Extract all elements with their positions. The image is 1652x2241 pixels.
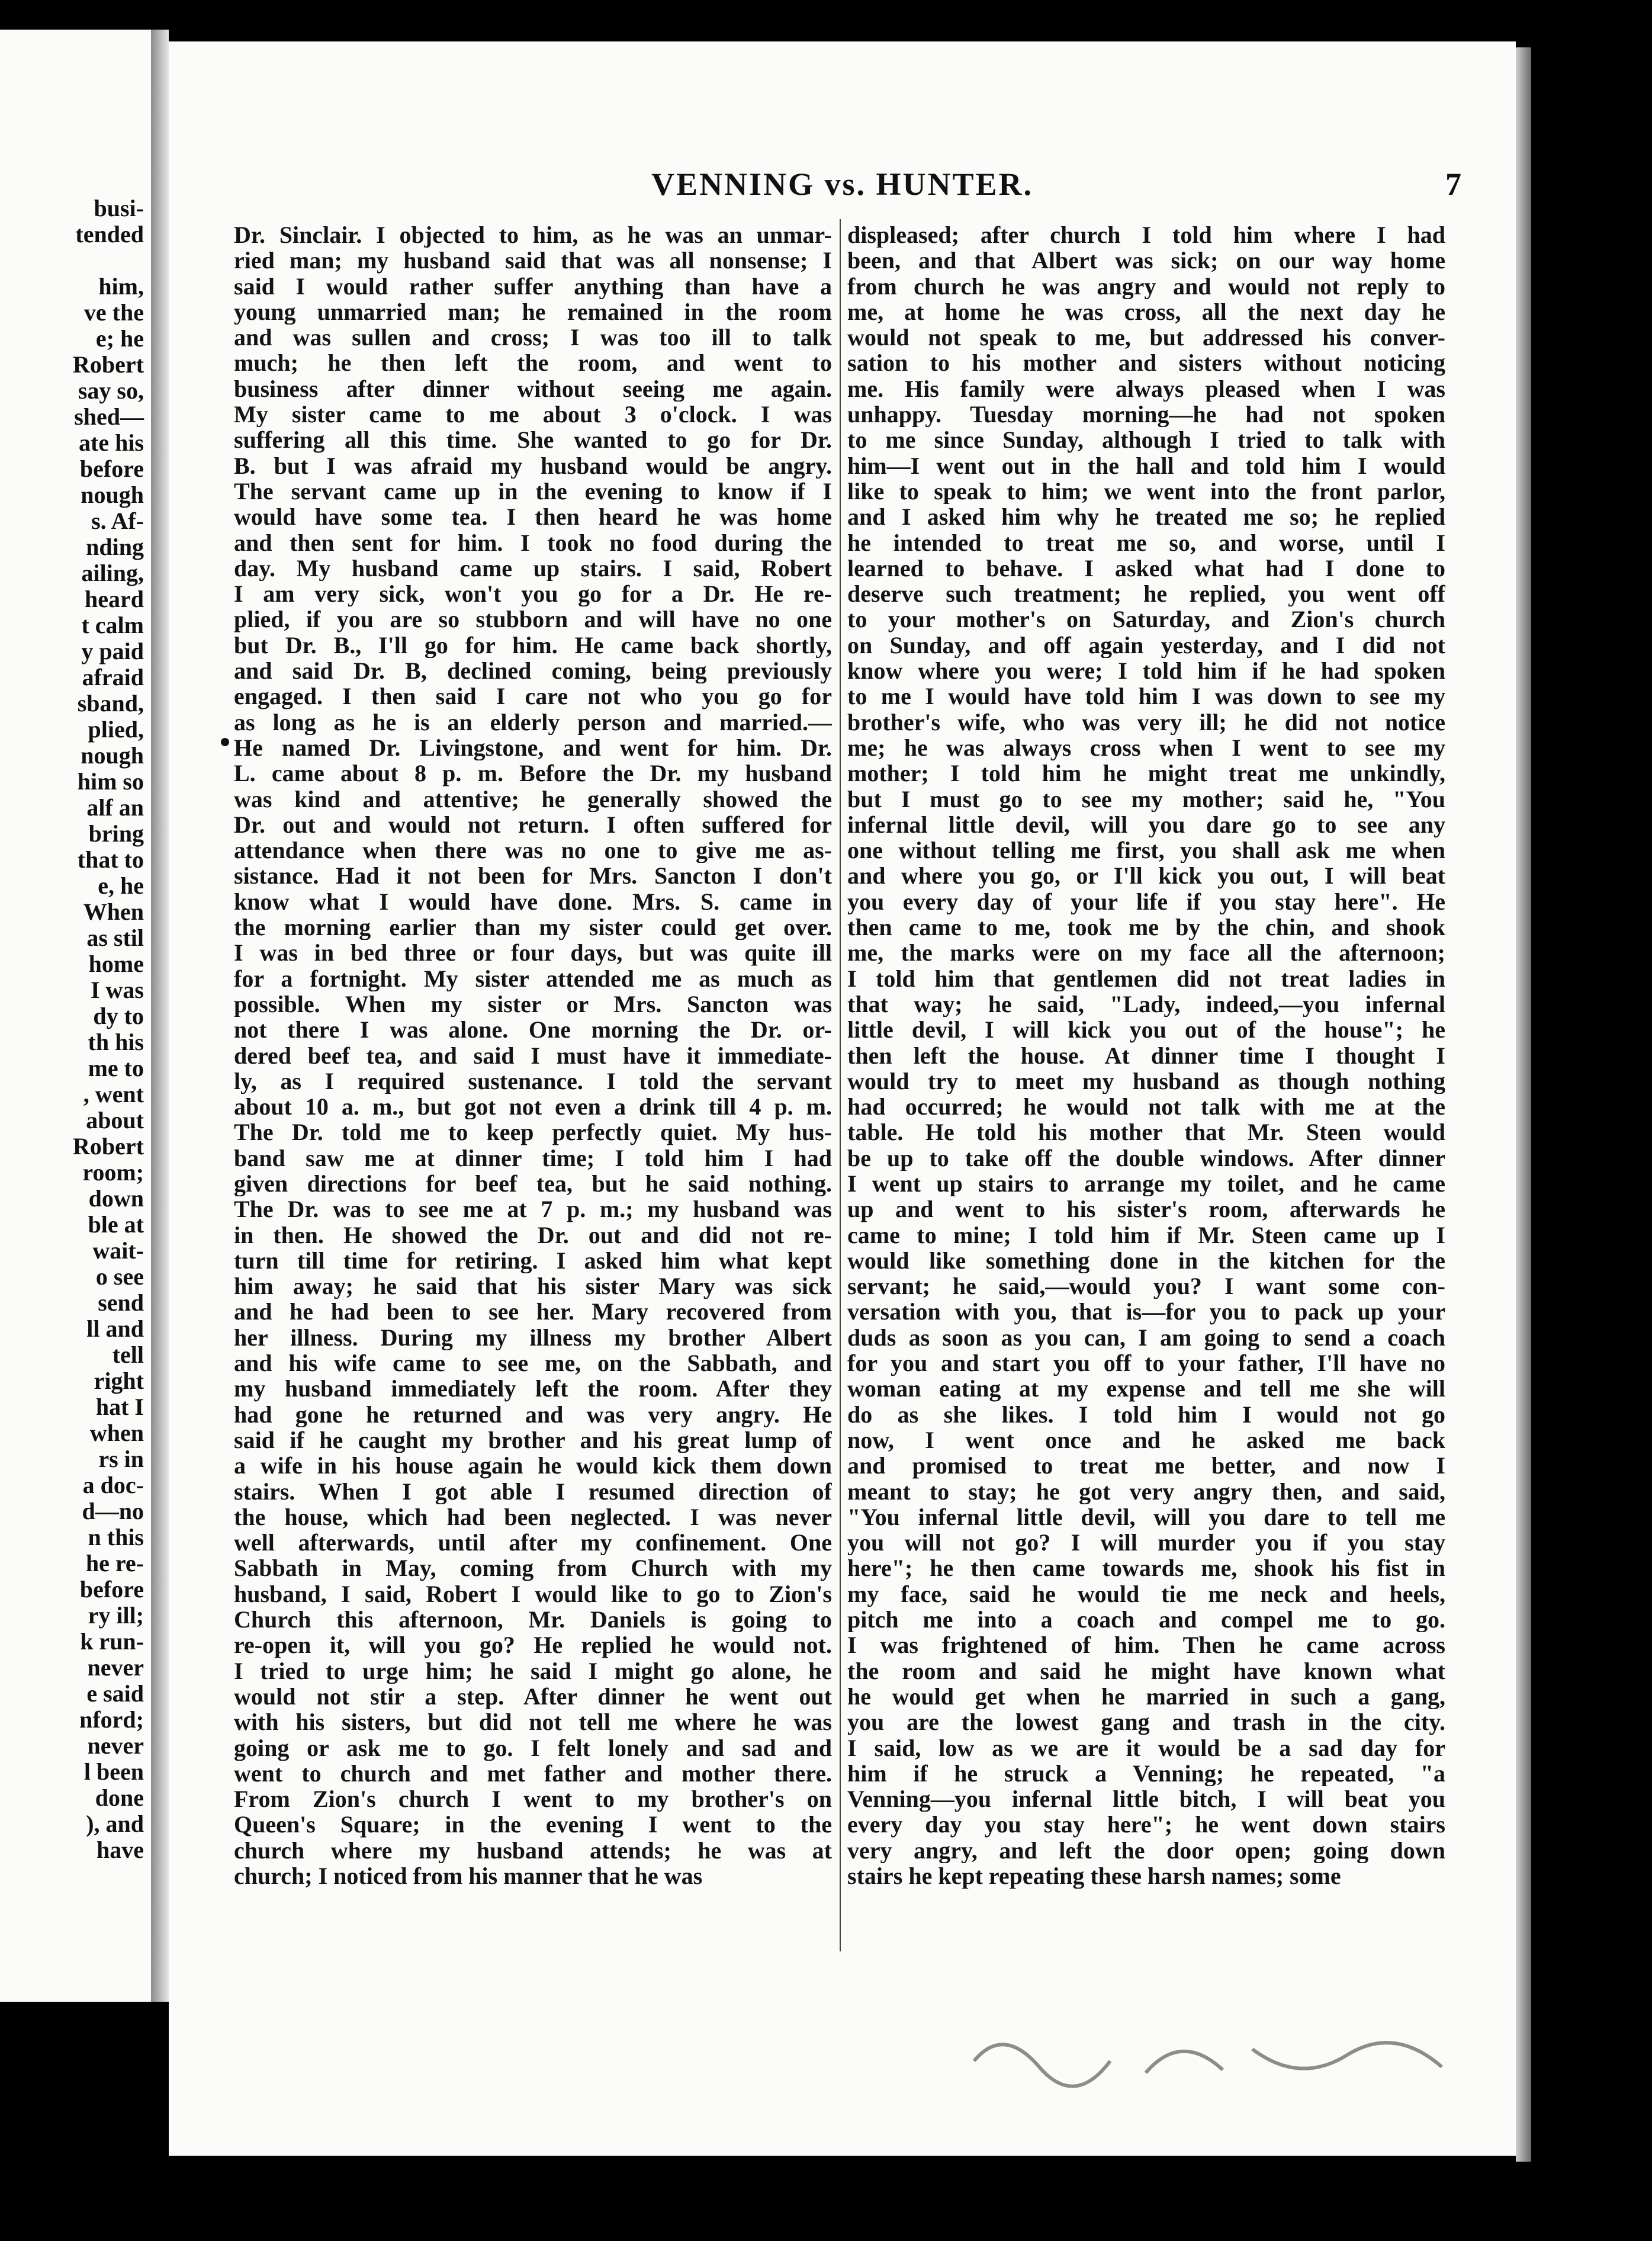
text-line: L. came about 8 p. m. Before the Dr. my husband: [234, 760, 832, 786]
fragment-line: When: [83, 898, 144, 925]
text-line: The Dr. was to see me at 7 p. m.; my husband was: [234, 1196, 832, 1222]
text-line: as long as he is an elderly person and married.—: [234, 709, 832, 735]
text-line: Dr. Sinclair. I objected to him, as he was an unmar-: [234, 222, 832, 248]
fragment-line: right: [94, 1367, 144, 1394]
text-line: with his sisters, but did not tell me where he was: [234, 1709, 832, 1735]
fragment-line: hat I: [95, 1394, 144, 1420]
text-line: me; he was always cross when I went to see my: [847, 734, 1445, 761]
text-line: the house, which had been neglected. I was never: [234, 1504, 832, 1530]
fragment-line: alf an: [86, 794, 144, 821]
fragment-line: d—no: [82, 1498, 144, 1524]
fragment-line: , went: [83, 1081, 144, 1107]
fragment-line: e, he: [98, 872, 144, 899]
fragment-line: ry ill;: [88, 1602, 144, 1629]
text-line: The Dr. told me to keep perfectly quiet. My hus-: [234, 1119, 832, 1145]
fragment-line: o see: [95, 1263, 144, 1290]
text-line: my face, said he would tie me neck and heels,: [847, 1581, 1445, 1607]
fragment-line: ll and: [86, 1315, 144, 1342]
fragment-line: plied,: [88, 716, 144, 743]
text-line: would not stir a step. After dinner he went out: [234, 1683, 832, 1710]
text-line: like to speak to him; we went into the front parlor,: [847, 478, 1445, 505]
text-line: My sister came to me about 3 o'clock. I was: [234, 402, 832, 428]
text-line: attendance when there was no one to give me as-: [234, 837, 832, 863]
text-line: know where you were; I told him if he had spoken: [847, 658, 1445, 684]
text-line: but Dr. B., I'll go for him. He came back shortly,: [234, 632, 832, 659]
text-line: given directions for beef tea, but he said nothing.: [234, 1170, 832, 1197]
fragment-line: when: [89, 1420, 144, 1446]
text-line: "You infernal little devil, will you dare to tell me: [847, 1504, 1445, 1530]
fragment-line: th his: [88, 1029, 144, 1055]
fragment-line: e; he: [95, 325, 144, 352]
text-line: displeased; after church I told him where I had: [847, 222, 1445, 248]
text-line: Church this afternoon, Mr. Daniels is going to: [234, 1607, 832, 1633]
fragment-line: nough: [81, 742, 144, 769]
fragment-line: before: [79, 455, 144, 482]
fragment-line: never: [87, 1654, 144, 1681]
text-line: but I must go to see my mother; said he, "You: [847, 786, 1445, 812]
fragment-line: y paid: [81, 638, 144, 664]
fragment-line: sband,: [77, 690, 144, 717]
text-line: He named Dr. Livingstone, and went for him. Dr.: [234, 734, 832, 761]
text-line: stairs. When I got able I resumed direction of: [234, 1478, 832, 1504]
text-line: meant to stay; he got very angry then, and said,: [847, 1478, 1445, 1504]
fragment-line: I was: [90, 977, 144, 1003]
text-line: the room and said he might have known what: [847, 1658, 1445, 1684]
text-line: little devil, I will kick you out of the house"; he: [847, 1017, 1445, 1043]
left-page-fragment: [0, 30, 151, 2002]
fragment-line: shed—: [74, 403, 144, 430]
text-line: be up to take off the double windows. After dinner: [847, 1145, 1445, 1171]
text-line: I am very sick, won't you go for a Dr. He re-: [234, 581, 832, 607]
text-line: dered beef tea, and said I must have it immediate-: [234, 1042, 832, 1068]
fragment-line: heard: [85, 586, 144, 612]
text-line: every day you stay here"; he went down stairs: [847, 1812, 1445, 1838]
text-line: and promised to treat me better, and now I: [847, 1453, 1445, 1479]
text-line: that way; he said, "Lady, indeed,—you infernal: [847, 991, 1445, 1017]
text-line: Queen's Square; in the evening I went to the: [234, 1812, 832, 1838]
text-line: sation to his mother and sisters without noticing: [847, 350, 1445, 376]
text-line: know what I would have done. Mrs. S. came in: [234, 888, 832, 915]
fragment-line: down: [88, 1185, 144, 1212]
text-line: and then sent for him. I took no food during the: [234, 529, 832, 556]
text-line: plied, if you are so stubborn and will have no one: [234, 606, 832, 633]
text-line: said if he caught my brother and his great lump of: [234, 1427, 832, 1453]
text-line: unhappy. Tuesday morning—he had not spoken: [847, 402, 1445, 428]
text-line: duds as soon as you can, I am going to send a coach: [847, 1324, 1445, 1351]
text-line: From Zion's church I went to my brother's on: [234, 1786, 832, 1812]
fragment-line: about: [86, 1107, 144, 1134]
text-line: well afterwards, until after my confinement. One: [234, 1530, 832, 1556]
fragment-line: as stil: [86, 924, 144, 951]
text-line: to me I would have told him I was down to see my: [847, 683, 1445, 709]
text-line: and said Dr. B, declined coming, being previously: [234, 658, 832, 684]
fragment-line: tell: [112, 1341, 144, 1368]
text-line: Dr. out and would not return. I often suffered for: [234, 811, 832, 838]
text-line: I was in bed three or four days, but was quite ill: [234, 940, 832, 966]
fragment-line: send: [98, 1289, 144, 1316]
text-line: possible. When my sister or Mrs. Sancton was: [234, 991, 832, 1017]
text-line: he intended to treat me so, and worse, until I: [847, 529, 1445, 556]
text-line: young unmarried man; he remained in the room: [234, 298, 832, 325]
fragment-line: l been: [83, 1758, 144, 1785]
text-line: husband, I said, Robert I would like to go to Zion's: [234, 1581, 832, 1607]
fragment-line: wait-: [92, 1237, 144, 1264]
text-line: turn till time for retiring. I asked him what kept: [234, 1247, 832, 1274]
text-line: very angry, and left the door open; going down: [847, 1837, 1445, 1863]
text-line: day. My husband came up stairs. I said, Robert: [234, 555, 832, 582]
book-gutter: [151, 30, 169, 2002]
text-line: woman eating at my expense and tell me she will: [847, 1376, 1445, 1402]
text-line: he would get when he married in such a gang,: [847, 1683, 1445, 1710]
text-line: me, the marks were on my face all the afternoon;: [847, 940, 1445, 966]
text-line: do as she likes. I told him I would not go: [847, 1401, 1445, 1427]
fragment-line: k run-: [80, 1628, 144, 1655]
fragment-line: ate his: [79, 429, 144, 456]
text-line: would not speak to me, but addressed his conver-: [847, 325, 1445, 351]
text-line: ried man; my husband said that was all nonsense; I: [234, 248, 832, 274]
fragment-line: Robert: [73, 351, 144, 378]
text-line: deserve such treatment; he replied, you went off: [847, 581, 1445, 607]
fragment-line: tended: [75, 221, 144, 248]
text-line: ly, as I required sustenance. I told the servant: [234, 1068, 832, 1094]
text-line: suffering all this time. She wanted to go for Dr.: [234, 427, 832, 453]
fragment-line: nford;: [79, 1706, 144, 1733]
text-line: said I would rather suffer anything than have a: [234, 273, 832, 299]
fragment-line: rs in: [98, 1446, 144, 1472]
fragment-line: s. Af-: [91, 508, 144, 534]
text-line: business after dinner without seeing me again.: [234, 375, 832, 402]
text-line: up and went to his sister's room, afterwards he: [847, 1196, 1445, 1222]
text-line: servant; he said,—would you? I want some con-: [847, 1273, 1445, 1299]
fragment-line: room;: [82, 1159, 144, 1186]
text-line: B. but I was afraid my husband would be angry.: [234, 452, 832, 479]
fragment-line: t calm: [81, 612, 144, 638]
fragment-line: Robert: [73, 1133, 144, 1160]
text-line: I went up stairs to arrange my toilet, and he came: [847, 1170, 1445, 1197]
column-divider: [840, 219, 841, 1951]
left-column: [234, 222, 832, 1889]
page-number: 7: [1445, 166, 1461, 202]
text-line: had gone he returned and was very angry. He: [234, 1401, 832, 1427]
text-line: her illness. During my illness my brother Albert: [234, 1324, 832, 1351]
text-line: to your mother's on Saturday, and Zion's church: [847, 606, 1445, 633]
text-line: I said, low as we are it would be a sad day for: [847, 1735, 1445, 1761]
fragment-line: ailing,: [81, 560, 144, 586]
fragment-line: done: [95, 1784, 144, 1811]
page-edge: [1516, 47, 1531, 2162]
margin-mark: [221, 738, 229, 746]
running-head: VENNING vs. HUNTER.: [651, 166, 1034, 202]
text-line: Venning—you infernal little bitch, I will beat you: [847, 1786, 1445, 1812]
text-line: you will not go? I will murder you if you stay: [847, 1530, 1445, 1556]
fragment-line: him,: [98, 273, 144, 300]
text-line: and his wife came to see me, on the Sabbath, and: [234, 1350, 832, 1376]
text-line: on Sunday, and off again yesterday, and I did not: [847, 632, 1445, 659]
text-line: the morning earlier than my sister could get over.: [234, 914, 832, 940]
fragment-line: busi-: [94, 195, 144, 221]
fragment-line: bring: [88, 820, 144, 847]
text-line: re-open it, will you go? He replied he would not.: [234, 1632, 832, 1658]
text-line: been, and that Albert was sick; on our way home: [847, 248, 1445, 274]
text-line: here"; he then came towards me, shook his fist in: [847, 1555, 1445, 1581]
text-line: learned to behave. I asked what had I done to: [847, 555, 1445, 582]
text-line: going or ask me to go. I felt lonely and sad and: [234, 1735, 832, 1761]
text-line: much; he then left the room, and went to: [234, 350, 832, 376]
text-line: had occurred; he would not talk with me at the: [847, 1094, 1445, 1120]
text-line: then left the house. At dinner time I thought I: [847, 1042, 1445, 1068]
text-line: me, at home he was cross, all the next day he: [847, 298, 1445, 325]
text-line: for a fortnight. My sister attended me as much as: [234, 965, 832, 991]
fragment-line: have: [97, 1837, 144, 1863]
text-line: came to mine; I told him if Mr. Steen came up I: [847, 1222, 1445, 1248]
text-line: mother; I told him he might treat me unkindly,: [847, 760, 1445, 786]
fragment-line: before: [79, 1576, 144, 1603]
text-line: about 10 a. m., but got not even a drink till 4 p. m.: [234, 1094, 832, 1120]
text-line: one without telling me first, you shall ask me when: [847, 837, 1445, 863]
fragment-line: say so,: [78, 377, 144, 404]
text-line: table. He told his mother that Mr. Steen would: [847, 1119, 1445, 1145]
text-line: went to church and met father and mother there.: [234, 1760, 832, 1787]
fragment-line: that to: [77, 846, 144, 873]
text-line: and I asked him why he treated me so; he replied: [847, 504, 1445, 530]
text-line: would like something done in the kitchen for the: [847, 1247, 1445, 1274]
text-line: then came to me, took me by the chin, and shook: [847, 914, 1445, 940]
fragment-line: dy to: [93, 1003, 144, 1029]
text-line: would have some tea. I then heard he was home: [234, 504, 832, 530]
text-line: my husband immediately left the room. After they: [234, 1376, 832, 1402]
text-line: engaged. I then said I care not who you go for: [234, 683, 832, 709]
text-line: from church he was angry and would not reply to: [847, 273, 1445, 299]
text-line: him away; he said that his sister Mary was sick: [234, 1273, 832, 1299]
text-line: in then. He showed the Dr. out and did not re-: [234, 1222, 832, 1248]
text-line: pitch me into a coach and compel me to go.: [847, 1607, 1445, 1633]
text-line: I tried to urge him; he said I might go alone, he: [234, 1658, 832, 1684]
text-line: not there I was alone. One morning the Dr. or-: [234, 1017, 832, 1043]
fragment-line: ve the: [83, 299, 144, 326]
fragment-line: him so: [77, 768, 144, 795]
text-line: stairs he kept repeating these harsh names; some: [847, 1863, 1341, 1889]
text-line: me. His family were always pleased when I was: [847, 375, 1445, 402]
text-line: I was frightened of him. Then he came across: [847, 1632, 1445, 1658]
text-line: The servant came up in the evening to know if I: [234, 478, 832, 505]
right-column: [847, 222, 1445, 1889]
text-line: and he had been to see her. Mary recovered from: [234, 1299, 832, 1325]
fragment-line: me to: [88, 1055, 144, 1081]
text-line: sistance. Had it not been for Mrs. Sancton I don't: [234, 863, 832, 889]
fragment-line: e said: [86, 1680, 144, 1707]
fragment-line: a doc-: [82, 1472, 144, 1498]
fragment-line: afraid: [82, 664, 144, 691]
text-line: church; I noticed from his manner that he was: [234, 1863, 703, 1889]
text-line: would try to meet my husband as though nothing: [847, 1068, 1445, 1094]
text-line: Sabbath in May, coming from Church with my: [234, 1555, 832, 1581]
fragment-line: he re-: [85, 1550, 144, 1577]
text-line: him—I went out in the hall and told him I would: [847, 452, 1445, 479]
text-line: versation with you, that is—for you to pack up your: [847, 1299, 1445, 1325]
fragment-line: ), and: [86, 1810, 144, 1837]
fragment-line: n this: [88, 1524, 144, 1550]
text-line: now, I went once and he asked me back: [847, 1427, 1445, 1453]
fragment-line: never: [87, 1732, 144, 1759]
text-line: and where you go, or I'll kick you out, I will beat: [847, 863, 1445, 889]
text-line: I told him that gentlemen did not treat ladies in: [847, 965, 1445, 991]
fragment-line: nough: [81, 481, 144, 508]
bottom-show-through: [968, 2014, 1501, 2096]
text-line: church where my husband attends; he was at: [234, 1837, 832, 1863]
text-line: brother's wife, who was very ill; he did not notice: [847, 709, 1445, 735]
text-line: and was sullen and cross; I was too ill to talk: [234, 325, 832, 351]
text-line: you every day of your life if you stay here". He: [847, 888, 1445, 915]
text-line: band saw me at dinner time; I told him I had: [234, 1145, 832, 1171]
fragment-line: home: [88, 951, 144, 977]
text-line: infernal little devil, will you dare go to see any: [847, 811, 1445, 838]
text-line: was kind and attentive; he generally showed the: [234, 786, 832, 812]
text-line: to me since Sunday, although I tried to talk with: [847, 427, 1445, 453]
document-page: [169, 41, 1516, 2156]
fragment-line: nding: [86, 534, 144, 560]
text-line: him if he struck a Venning; he repeated, "a: [847, 1760, 1445, 1787]
fragment-line: ble at: [88, 1211, 144, 1238]
text-line: you are the lowest gang and trash in the city.: [847, 1709, 1445, 1735]
text-line: a wife in his house again he would kick them down: [234, 1453, 832, 1479]
text-line: for you and start you off to your father, I'll have no: [847, 1350, 1445, 1376]
